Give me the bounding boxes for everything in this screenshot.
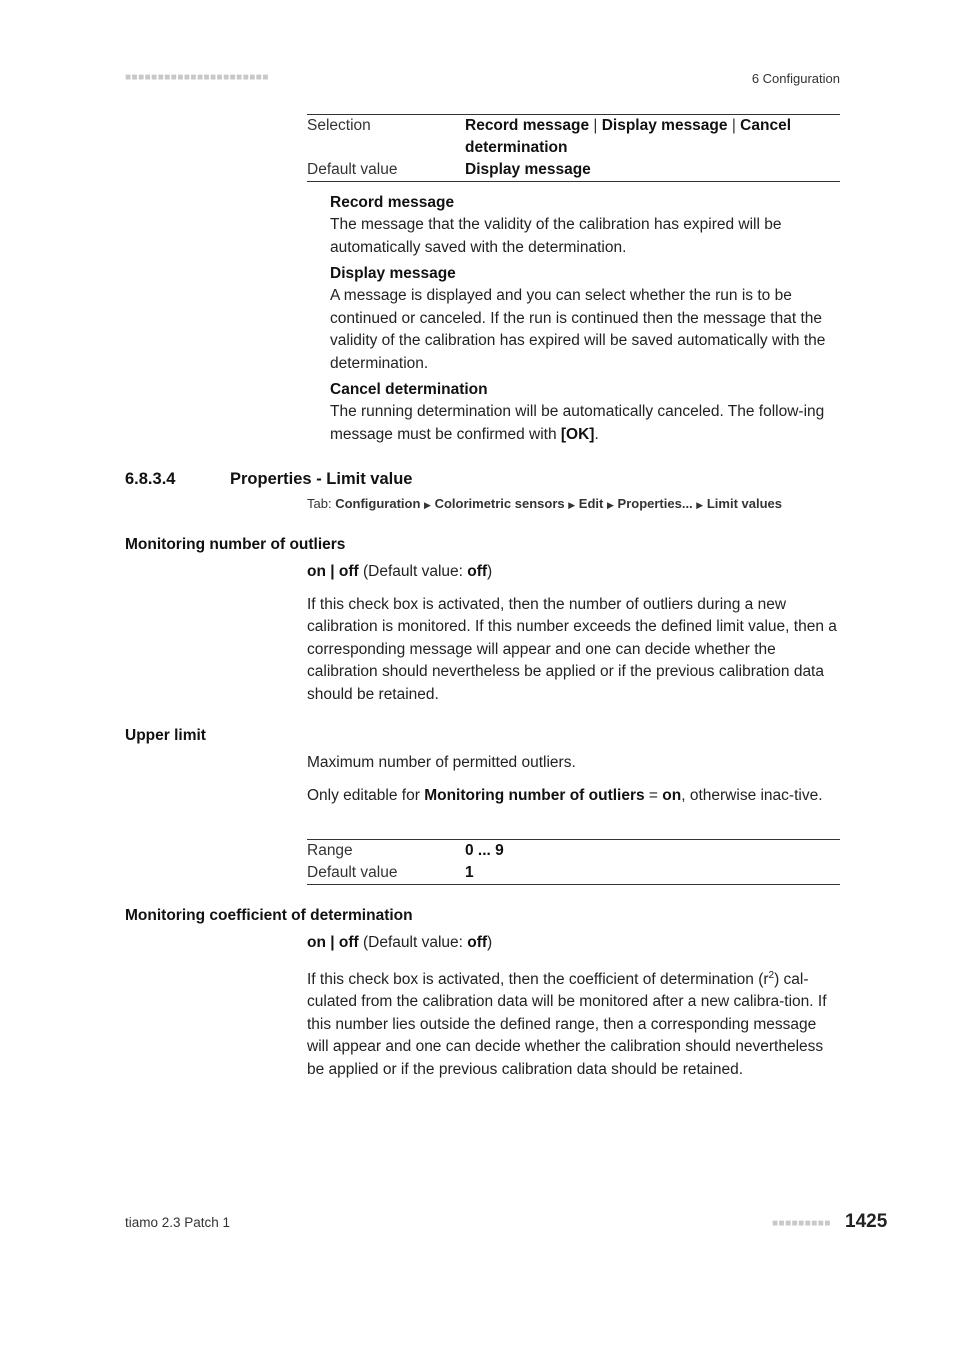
option-record: Record message — [465, 117, 590, 134]
section-title: Properties - Limit value — [230, 470, 413, 488]
tab-label: Tab: — [307, 496, 336, 511]
coefficient-text: If this check box is activated, then the coefficient of determination $(r^2)$ cal-culated from the calibration data will be monitored after a new calibra-tion. If this number lies outside the defined range, then a corresponding message will appear and one can decide whether the calibration should nevertheless be applied or if the previous calibration data should be retained. — [307, 969, 827, 1078]
table-value: Display message — [465, 161, 591, 178]
table-row — [307, 840, 840, 862]
arrow-icon: ▶ — [424, 500, 431, 510]
table-key: Default value — [307, 161, 398, 178]
tab-path-item: Colorimetric sensors — [434, 496, 565, 511]
outliers-body — [307, 561, 840, 706]
record-text: The message that the validity of the calibration has expired will be automatically saved with the determination. — [330, 216, 782, 256]
outliers-heading: Monitoring number of outliers — [125, 536, 346, 553]
page-number: 1425 — [845, 1211, 888, 1232]
tab-path-item: Configuration — [335, 496, 421, 511]
upper-limit-table — [307, 839, 840, 885]
footer-decoration: ■■■■■■■■■ — [772, 1218, 831, 1229]
coefficient-heading: Monitoring coefficient of determination — [125, 907, 413, 924]
table-key: Range — [307, 842, 353, 859]
arrow-icon: ▶ — [568, 500, 576, 510]
tab-path-item: Properties... — [617, 496, 693, 511]
tab-path — [307, 496, 782, 511]
arrow-icon: ▶ — [696, 500, 704, 510]
table-row — [307, 862, 840, 884]
table-row — [307, 115, 840, 159]
table-value: Record message | Display message | Cancel determination — [465, 117, 792, 156]
outliers-values: on | off (Default value: off) — [307, 563, 493, 580]
chapter-title: 6 Configuration — [751, 71, 840, 86]
option-display: Display message — [601, 117, 728, 134]
tab-path-item: Limit values — [706, 496, 782, 511]
upper-limit-body — [307, 752, 840, 807]
display-title: Display message — [330, 265, 456, 282]
display-text: A message is displayed and you can select whether the run is to be continued or canceled. If the run is continued then the message that the validity of the calibration has expired will be saved automatically with the determination. — [330, 287, 826, 372]
table-key: Default value — [307, 864, 398, 881]
coefficient-values: on | off (Default value: off) — [307, 934, 493, 951]
outliers-text: If this check box is activated, then the number of outliers during a new calibration is monitored. If this number exceeds the defined limit value, then a corresponding message will appear and one can decide whether the calibration should nevertheless be applied or if the previous calibration data should be retained. — [307, 595, 837, 703]
cancel-title: Cancel determination — [330, 381, 488, 398]
selection-table — [307, 114, 840, 182]
table-row — [307, 159, 840, 181]
header-decoration: ■■■■■■■■■■■■■■■■■■■■■■ — [125, 72, 269, 83]
option-cancel: Cancel — [740, 117, 792, 134]
arrow-icon: ▶ — [606, 500, 614, 510]
upper-limit-heading: Upper limit — [125, 727, 206, 744]
option-cancel-cont: determination — [465, 139, 568, 156]
table-value: 0 ... 9 — [465, 842, 504, 859]
option-descriptions — [330, 192, 840, 446]
coefficient-body — [307, 932, 840, 1081]
record-title: Record message — [330, 194, 455, 211]
cancel-text: The running determination will be automatically canceled. The follow-ing message must be confirmed with [OK]. — [330, 403, 825, 443]
upper-limit-text: Maximum number of permitted outliers. — [307, 754, 576, 771]
table-value: 1 — [465, 864, 474, 881]
product-name: tiamo 2.3 Patch 1 — [125, 1215, 231, 1230]
table-key: Selection — [307, 117, 371, 134]
upper-limit-note: Only editable for Monitoring number of outliers = on, otherwise inac-tive. — [307, 786, 823, 804]
section-number: 6.8.3.4 — [125, 470, 176, 488]
tab-path-item: Edit — [578, 496, 604, 511]
